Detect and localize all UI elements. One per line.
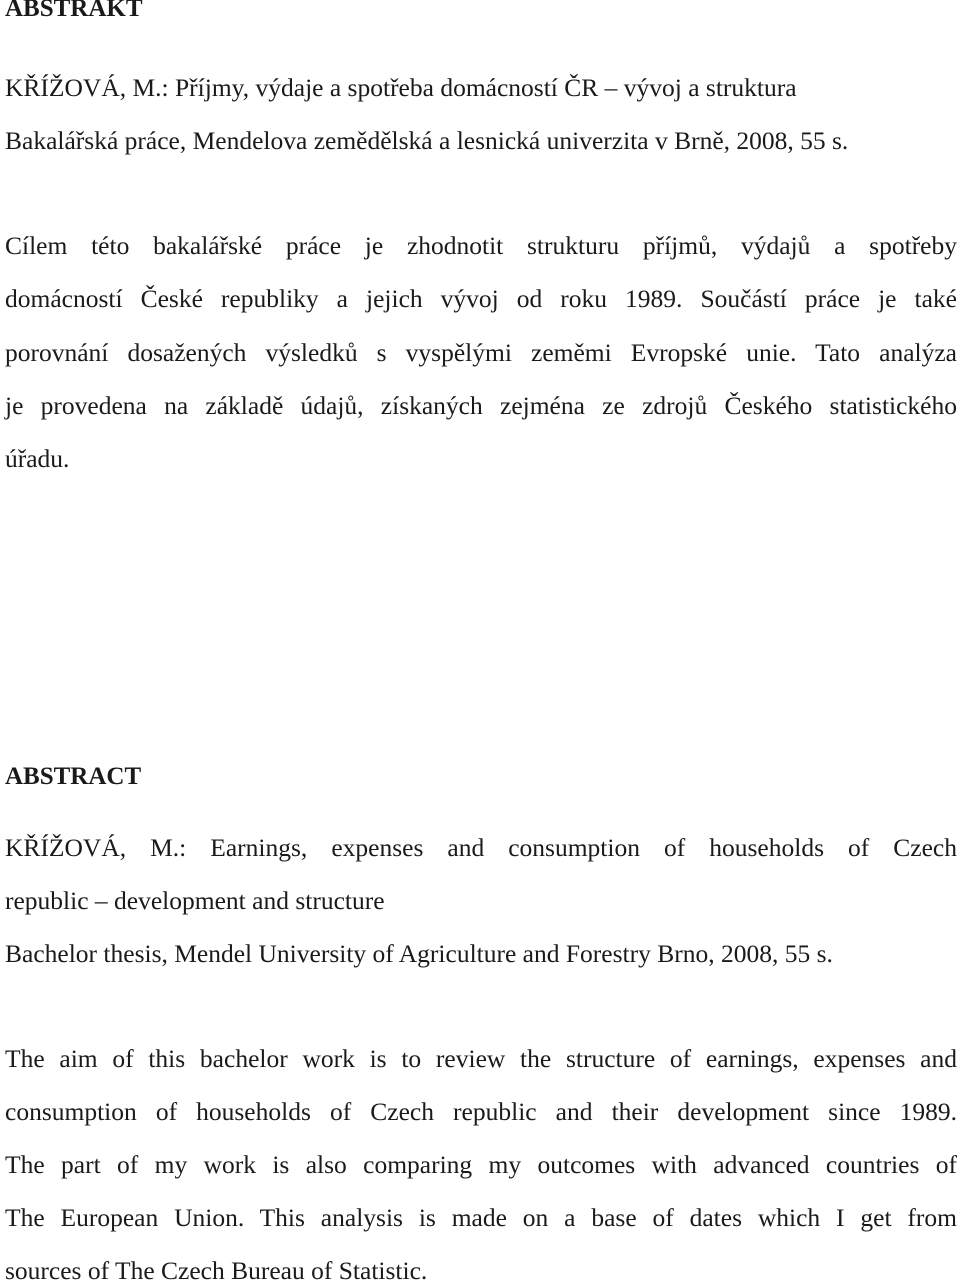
- en-body-line-4: The European Union. This analysis is made on a base of dates which I get from: [5, 1203, 957, 1232]
- cz-body-line-1: Cílem této bakalářské práce je zhodnotit strukturu příjmů, výdajů a spotřeby: [5, 231, 957, 260]
- cz-citation-source: Bakalářská práce, Mendelova zemědělská a lesnická univerzita v Brně, 2008, 55 s.: [5, 126, 849, 155]
- cz-body-line-3: porovnání dosažených výsledků s vyspělými zeměmi Evropské unie. Tato analýza: [5, 338, 957, 367]
- en-body-line-2: consumption of households of Czech republic and their development since 1989.: [5, 1097, 957, 1126]
- cz-body-line-5: úřadu.: [5, 444, 70, 473]
- en-body-line-5: sources of The Czech Bureau of Statistic.: [5, 1256, 428, 1285]
- heading-abstract: ABSTRACT: [5, 763, 142, 790]
- en-citation-title-line-2: republic – development and structure: [5, 886, 385, 915]
- en-body-line-1: The aim of this bachelor work is to review the structure of earnings, expenses and: [5, 1044, 957, 1073]
- cz-body-line-4: je provedena na základě údajů, získaných zejména ze zdrojů Českého statistického: [5, 391, 957, 420]
- en-citation-source: Bachelor thesis, Mendel University of Agriculture and Forestry Brno, 2008, 55 s.: [5, 939, 833, 968]
- cz-citation-title: KŘÍŽOVÁ, M.: Příjmy, výdaje a spotřeba domácností ČR – vývoj a struktura: [5, 73, 797, 102]
- en-body-line-3: The part of my work is also comparing my outcomes with advanced countries of: [5, 1150, 957, 1179]
- en-citation-title-line-1: KŘÍŽOVÁ, M.: Earnings, expenses and consumption of households of Czech: [5, 833, 957, 862]
- heading-abstrakt: ABSTRAKT: [5, 0, 143, 22]
- cz-body-line-2: domácností České republiky a jejich vývoj od roku 1989. Součástí práce je také: [5, 284, 957, 313]
